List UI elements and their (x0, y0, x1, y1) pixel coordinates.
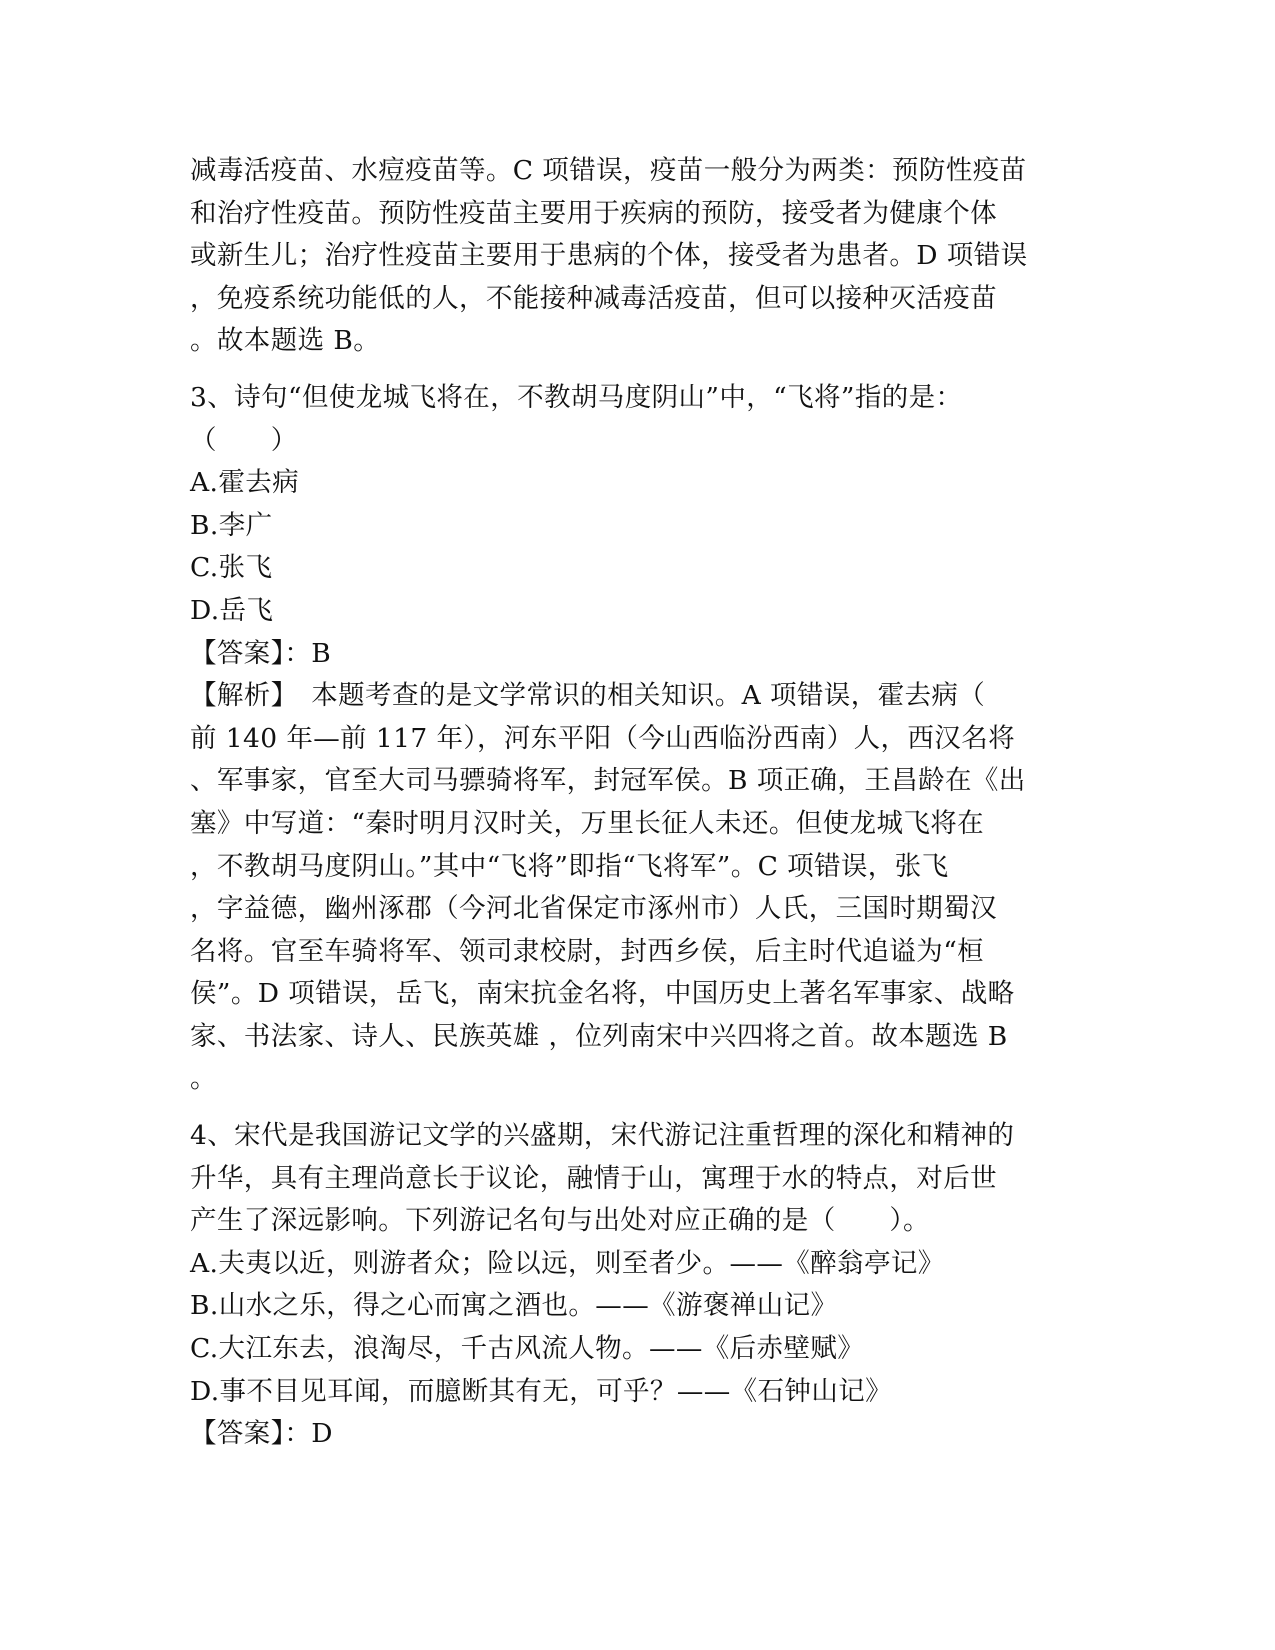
question-stem: 升华，具有主理尚意长于议论，融情于山，寓理于水的特点，对后世 (190, 1162, 997, 1194)
question-stem: （ ） (190, 424, 298, 456)
analysis-line: 、军事家，官至大司马骠骑将军，封冠军侯。B 项正确，王昌龄在《出 (190, 765, 1026, 797)
text-line: ，免疫系统功能低的人，不能接种减毒活疫苗，但可以接种灭活疫苗 (190, 282, 997, 314)
question-4 (190, 1115, 1090, 1456)
option-b: B.李广 (190, 509, 273, 541)
answer: 【答案】：B (190, 637, 332, 669)
analysis-line: 侯”。D 项错误，岳飞，南宋抗金名将，中国历史上著名军事家、战略 (190, 978, 1015, 1010)
option-a: A.霍去病 (190, 467, 300, 499)
question-3 (190, 377, 1090, 1101)
text-line: 减毒活疫苗、水痘疫苗等。C 项错误，疫苗一般分为两类：预防性疫苗 (190, 155, 1027, 186)
option-c: C.张飞 (190, 552, 273, 584)
question-stem: 产生了深远影响。下列游记名句与出处对应正确的是（ ）。 (190, 1205, 930, 1237)
text-line: 。故本题选 B。 (190, 325, 381, 357)
text-line: 或新生儿；治疗性疫苗主要用于患病的个体，接受者为患者。D 项错误 (190, 240, 1028, 272)
answer: 【答案】：D (190, 1418, 333, 1450)
option-c: C.大江东去，浪淘尽，千古风流人物。——《后赤壁赋》 (190, 1333, 865, 1365)
explanation-continuation (190, 150, 1090, 363)
question-stem: 3、诗句“但使龙城飞将在，不教胡马度阴山”中，“飞将”指的是： (190, 381, 963, 413)
analysis-line: 塞》中写道：“秦时明月汉时关，万里长征人未还。但使龙城飞将在 (190, 807, 985, 839)
analysis-line: 家、书法家、诗人、民族英雄 ，位列南宋中兴四将之首。故本题选 B (190, 1020, 1008, 1052)
option-d: D.事不目见耳闻，而臆断其有无，可乎？——《石钟山记》 (190, 1375, 893, 1407)
text-line: 和治疗性疫苗。预防性疫苗主要用于疾病的预防，接受者为健康个体 (190, 197, 997, 229)
analysis-line: 名将。官至车骑将军、领司隶校尉，封西乡侯，后主时代追谥为“桓 (190, 935, 985, 967)
question-stem: 4、宋代是我国游记文学的兴盛期，宋代游记注重哲理的深化和精神的 (190, 1120, 1015, 1152)
analysis-line: 前 140 年—前 117 年），河东平阳（今山西临汾西南）人，西汉名将 (190, 722, 1016, 754)
analysis-line: 。 (190, 1063, 217, 1095)
analysis-line: ，字益德，幽州涿郡（今河北省保定市涿州市）人氏，三国时期蜀汉 (190, 893, 997, 925)
document-page (190, 150, 1090, 1456)
option-b: B.山水之乐，得之心而寓之酒也。——《游褒禅山记》 (190, 1290, 838, 1322)
analysis-line: ，不教胡马度阴山。”其中“飞将”即指“飞将军”。C 项错误，张飞 (190, 850, 949, 882)
option-d: D.岳飞 (190, 594, 274, 626)
analysis-line: 【解析】 本题考查的是文学常识的相关知识。A 项错误，霍去病（ (190, 680, 986, 712)
option-a: A.夫夷以近，则游者众；险以远，则至者少。——《醉翁亭记》 (190, 1247, 945, 1279)
